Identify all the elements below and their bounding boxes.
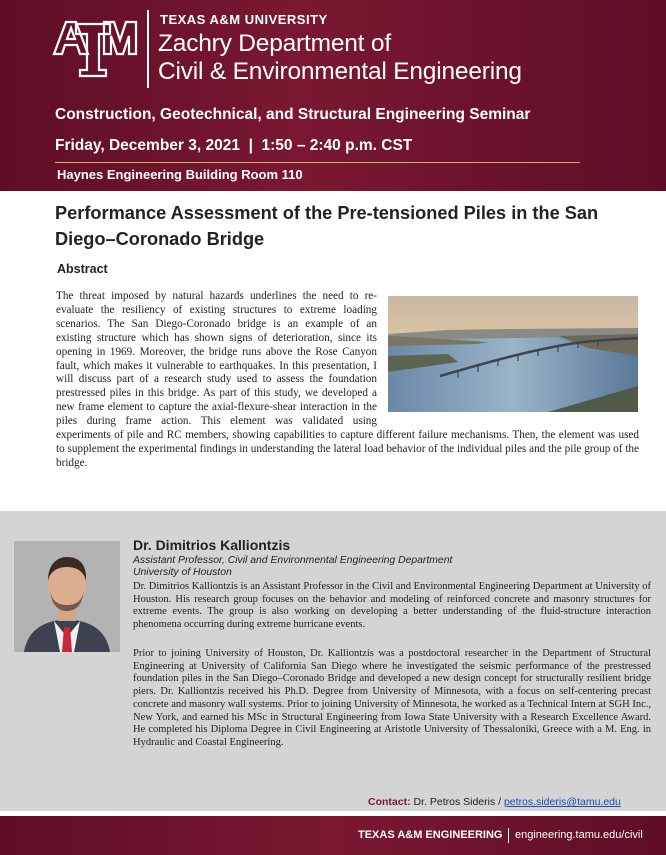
footer-divider [508, 828, 509, 843]
gold-rule [55, 162, 580, 163]
event-datetime [55, 137, 412, 155]
header-banner [0, 0, 666, 191]
seminar-series: Construction, Geotechnical, and Structural Engineering Seminar [55, 106, 531, 123]
talk-title: Performance Assessment of the Pre-tensioned Piles in the San Diego–Coronado Bridge [55, 203, 599, 249]
abstract-heading: Abstract [57, 262, 108, 276]
speaker-portrait [14, 541, 120, 652]
speaker-name: Dr. Dimitrios Kalliontzis [133, 537, 291, 553]
bridge-photo [388, 296, 638, 412]
header-divider [147, 10, 149, 88]
contact-email-link[interactable]: petros.sideris@tamu.edu [503, 796, 621, 808]
atm-logo [52, 14, 138, 80]
speaker-bio-paragraph-1: Dr. Dimitrios Kalliontzis is an Assistant Professor in the Civil and Environmental Engineering Department at University of Houston. His research group focuses on the behavior and modeling of reinforced concrete and masonry structures for extreme events. The group is also working on developing a better understanding of the fluid-structure interaction phenomena occurring during extreme hurricane events. [133, 581, 651, 631]
department-line-1: Zachry Department of [158, 30, 391, 57]
speaker-affiliation: University of Houston [133, 567, 232, 578]
department-name [158, 30, 522, 86]
footer-brand: TEXAS A&M ENGINEERING [358, 829, 503, 841]
event-datetime-text: Friday, December 3, 2021 | 1:50 – 2:40 p.m. CST [55, 137, 413, 154]
abstract-body: The threat imposed by natural hazards underlines the need to re-evaluate the resiliency of existing structures to extreme loading scenarios. The San Diego-Coronado bridge is an example of an existing structure which has shown signs of deterioration, since its opening in 1969. Moreover, the bridge runs above the Rose Canyon fault, which makes it vulnerable to earthquakes. In this presentation, I will discuss part of a research study used to assess the foundation prestressed piles in this bridge. As part of this study, we developed a new frame element to capture the axial-flexure-shear interaction in the piles during frame action. This element was validated using experiments of pile and RC members, showing capabilities to capture different failure mechanisms. Then, the element was used to supplement the experimental findings in understanding the lateral load behavior of the individual piles and the pile group of the bridge. [56, 290, 639, 469]
contact-label: Contact: [368, 796, 411, 808]
contact-line [368, 796, 621, 808]
university-name: TEXAS A&M UNIVERSITY [160, 12, 328, 27]
speaker-title: Assistant Professor, Civil and Environmental Engineering Department [133, 555, 453, 566]
event-room: Haynes Engineering Building Room 110 [57, 167, 303, 182]
department-line-2: Civil & Environmental Engineering [158, 58, 522, 85]
speaker-bio-paragraph-2: Prior to joining University of Houston, Dr. Kalliontzis was a postdoctoral researcher in the Department of Structural Engineering at University of California San Diego where he investigated the seismic performance of the prestressed foundation piles in the San Diego–Coronado Bridge and developed a new design concept for structurally resilient bridge piers. Dr. Kalliontzis received his Ph.D. Degree from University of Minnesota, with a focus on self-centering precast concrete and masonry wall systems. Prior to joining University of Minnesota, he worked as a Technical Intern at SGH Inc., New York, and earned his MSc in Structural Engineering from Iowa State University with a Research Excellence Award. He completed his Diploma Degree in Civil Engineering at Aristotle University of Thessaloniki, Greece with a M. Eng. in Hydraulic and Coastal Engineering. [133, 648, 651, 748]
speaker-section [0, 511, 666, 811]
contact-person: Dr. Petros Sideris / [413, 796, 502, 808]
footer-url[interactable]: engineering.tamu.edu/civil [515, 829, 643, 841]
